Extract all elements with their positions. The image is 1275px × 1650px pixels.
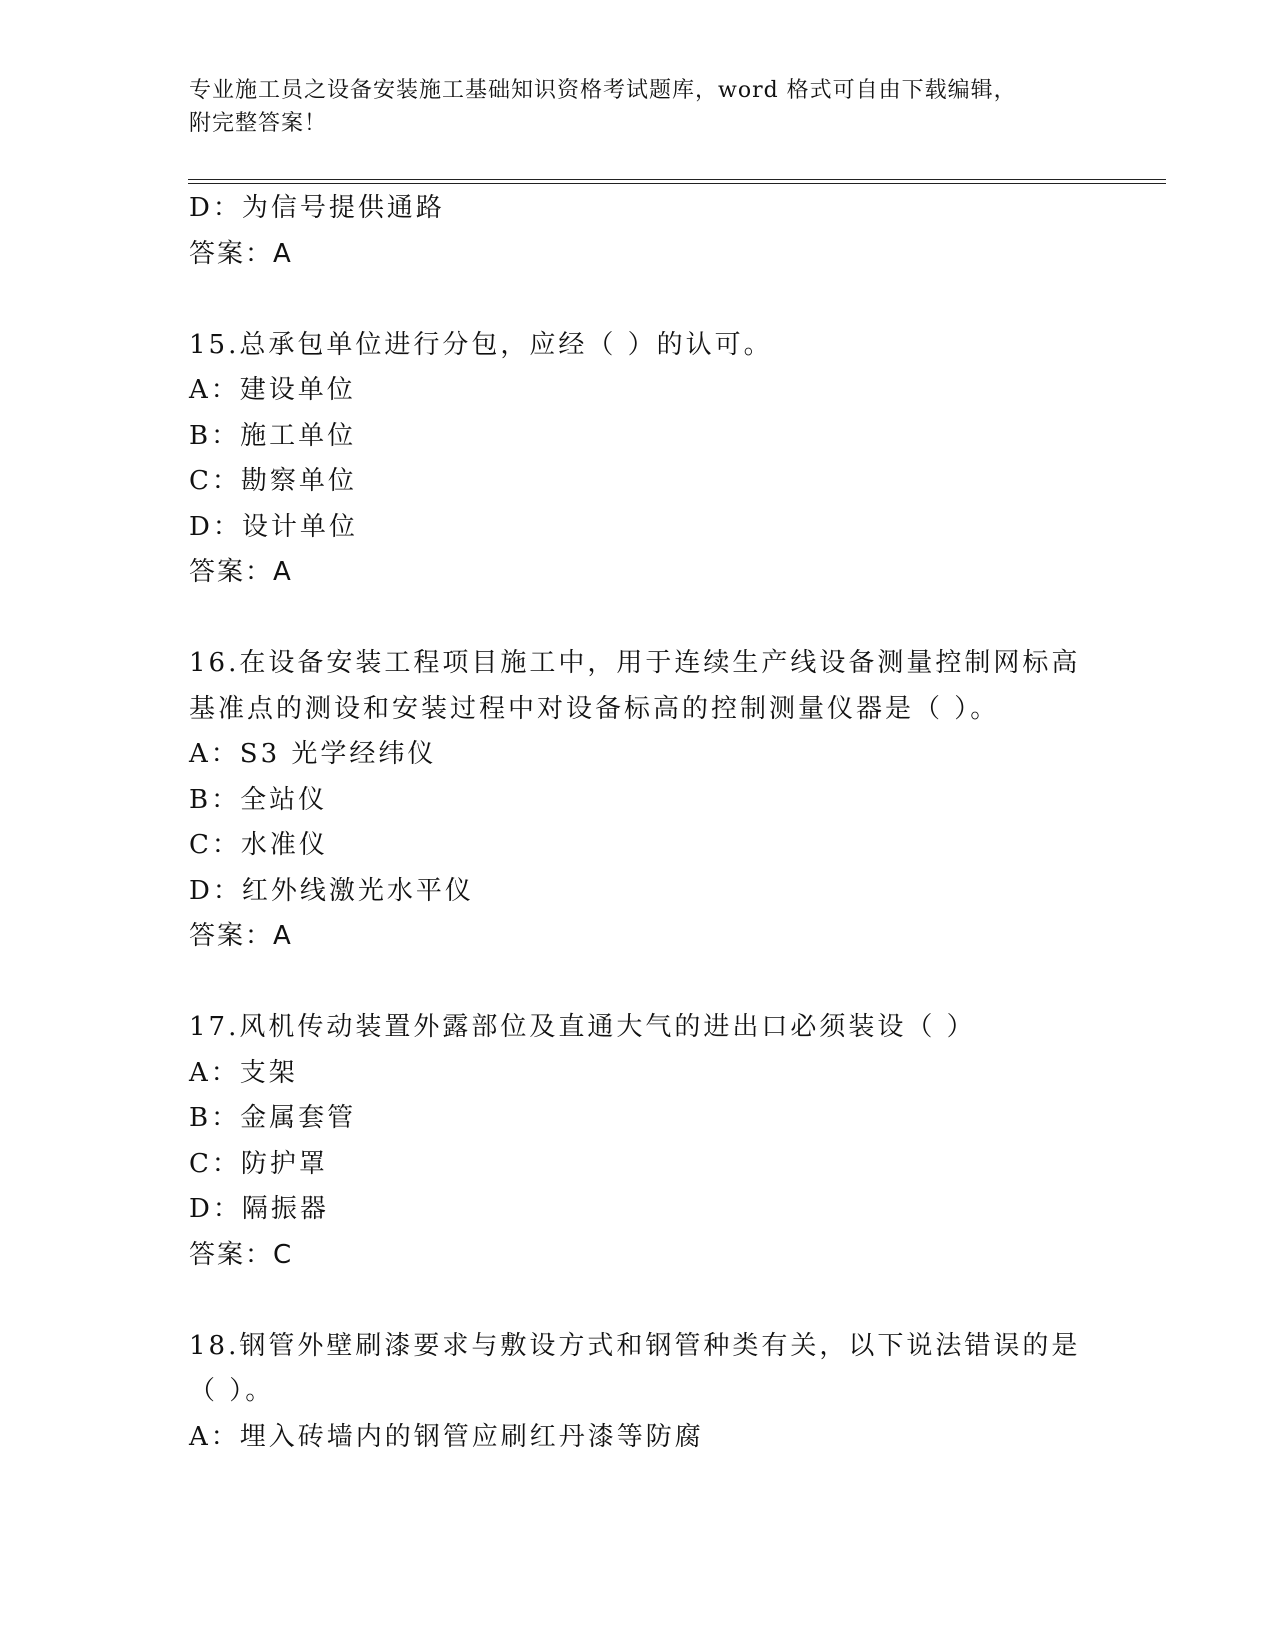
header-line-1: 专业施工员之设备安装施工基础知识资格考试题库，word 格式可自由下载编辑， bbox=[189, 78, 1017, 103]
answer-line: 答案：C bbox=[189, 1239, 294, 1270]
answer-line: 答案：A bbox=[189, 238, 293, 269]
spacer bbox=[189, 960, 1089, 1006]
option-c: C：水准仪 bbox=[189, 830, 328, 860]
question-content bbox=[189, 186, 1089, 1460]
question-stem-16-line-2: 基准点的测设和安装过程中对设备标高的控制测量仪器是（ ）。 bbox=[189, 693, 1000, 724]
header-rule-top bbox=[188, 179, 1166, 180]
question-stem-17: 17.风机传动装置外露部位及直通大气的进出口必须装设（ ） bbox=[189, 1012, 976, 1042]
option-d: D：隔振器 bbox=[189, 1194, 329, 1224]
question-stem-18-line-2: （ ）。 bbox=[189, 1376, 275, 1406]
answer-line: 答案：A bbox=[189, 921, 293, 951]
option-b: B：全站仪 bbox=[189, 784, 328, 815]
question-stem-18-line-1: 18.钢管外壁刷漆要求与敷设方式和钢管种类有关，以下说法错误的是 bbox=[189, 1330, 1081, 1361]
question-stem-15: 15.总承包单位进行分包，应经（ ）的认可。 bbox=[189, 329, 773, 360]
spacer bbox=[189, 277, 1089, 323]
answer-line: 答案：A bbox=[189, 557, 293, 587]
header-note bbox=[189, 74, 1119, 140]
option-b: B：金属套管 bbox=[189, 1103, 357, 1133]
header-rule-bottom bbox=[188, 183, 1166, 184]
option-d: D：为信号提供通路 bbox=[189, 193, 445, 223]
spacer bbox=[189, 596, 1089, 642]
option-a: A：S3 光学经纬仪 bbox=[189, 739, 437, 769]
header-line-2: 附完整答案！ bbox=[189, 111, 328, 136]
option-a: A：建设单位 bbox=[189, 375, 356, 405]
option-a: A：埋入砖墙内的钢管应刷红丹漆等防腐 bbox=[189, 1421, 704, 1452]
option-b: B：施工单位 bbox=[189, 420, 357, 451]
question-stem-16-line-1: 16.在设备安装工程项目施工中，用于连续生产线设备测量控制网标高 bbox=[189, 648, 1081, 678]
option-d: D：设计单位 bbox=[189, 511, 358, 542]
spacer bbox=[189, 1278, 1089, 1324]
option-c: C：勘察单位 bbox=[189, 466, 357, 496]
option-c: C：防护罩 bbox=[189, 1148, 328, 1179]
option-a: A：支架 bbox=[189, 1057, 298, 1088]
option-d: D：红外线激光水平仪 bbox=[189, 875, 474, 906]
